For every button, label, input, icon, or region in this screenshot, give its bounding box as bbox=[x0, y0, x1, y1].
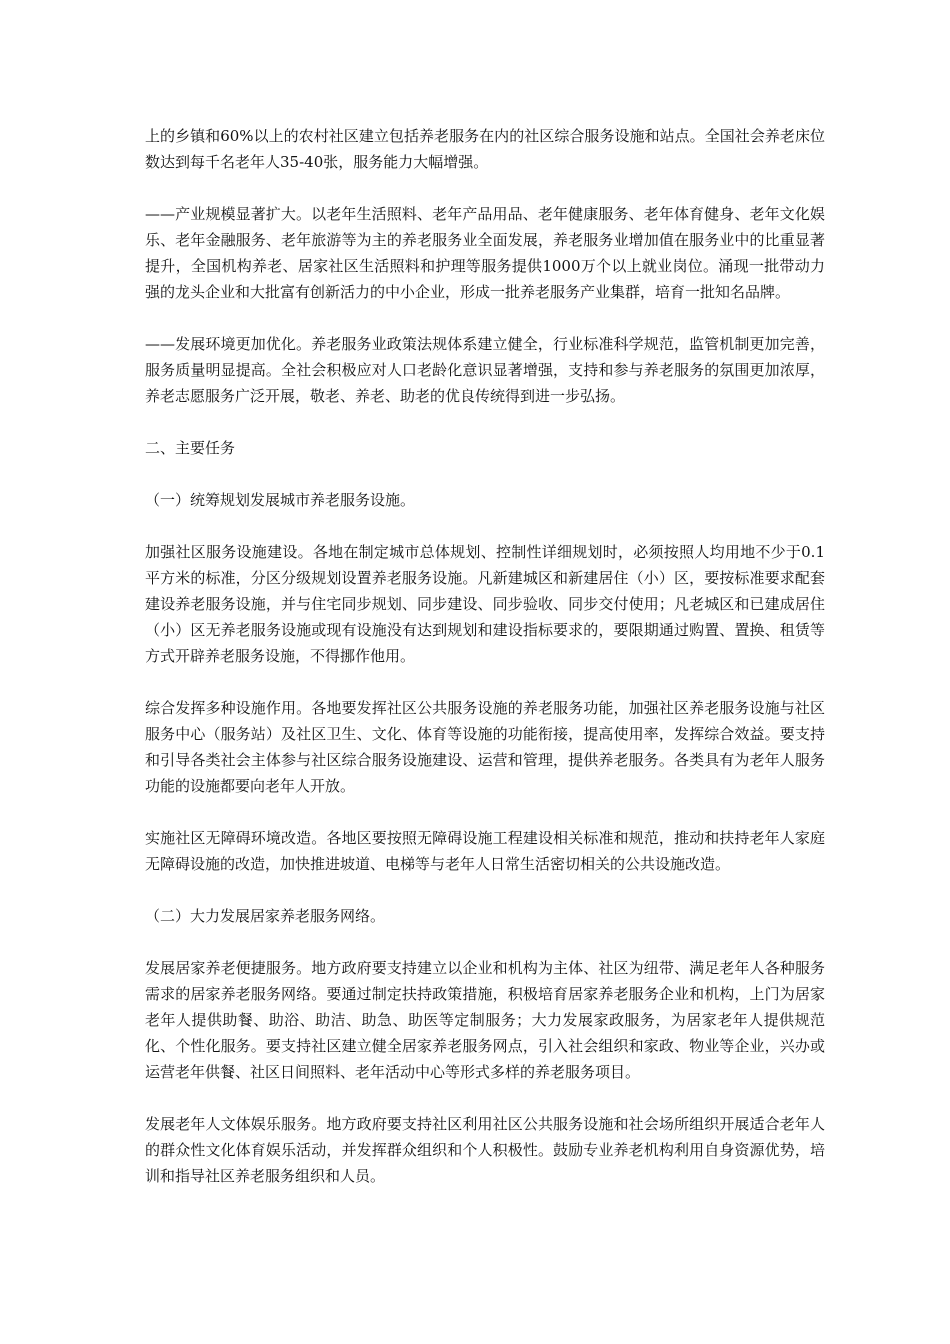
paragraph-industry-scale: ——产业规模显著扩大。以老年生活照料、老年产品用品、老年健康服务、老年体育健身、老年文化娱乐、老年金融服务、老年旅游等为主的养老服务业全面发展，养老服务业增加值在服务业中的比重显著提升，全国机构养老、居家社区生活照料和护理等服务提供1000万个以上就业岗位。涌现一批带动力强的龙头企业和大批富有创新活力的中小企业，形成一批养老服务产业集群，培育一批知名品牌。 bbox=[145, 205, 825, 301]
subsection-heading-home-care-network: （二）大力发展居家养老服务网络。 bbox=[145, 907, 386, 925]
paragraph-barrier-free: 实施社区无障碍环境改造。各地区要按照无障碍设施工程建设相关标准和规范，推动和扶持老年人家庭无障碍设施的改造，加快推进坡道、电梯等与老年人日常生活密切相关的公共设施改造。 bbox=[145, 829, 825, 873]
section-heading-main-tasks: 二、主要任务 bbox=[145, 439, 236, 457]
paragraph-bed-capacity: 上的乡镇和60%以上的农村社区建立包括养老服务在内的社区综合服务设施和站点。全国社会养老床位数达到每千名老年人35-40张，服务能力大幅增强。 bbox=[145, 127, 825, 171]
paragraph-environment: ——发展环境更加优化。养老服务业政策法规体系建立健全，行业标准科学规范，监管机制更加完善，服务质量明显提高。全社会积极应对人口老龄化意识显著增强，支持和参与养老服务的氛围更加浓厚，养老志愿服务广泛开展，敬老、养老、助老的优良传统得到进一步弘扬。 bbox=[145, 335, 825, 405]
paragraph-home-care-services: 发展居家养老便捷服务。地方政府要支持建立以企业和机构为主体、社区为纽带、满足老年人各种服务需求的居家养老服务网络。要通过制定扶持政策措施，积极培育居家养老服务企业和机构，上门为居家老年人提供助餐、助浴、助洁、助急、助医等定制服务；大力发展家政服务，为居家老年人提供规范化、个性化服务。要支持社区建立健全居家养老服务网点，引入社会组织和家政、物业等企业，兴办或运营老年供餐、社区日间照料、老年活动中心等形式多样的养老服务项目。 bbox=[145, 959, 825, 1081]
subsection-heading-urban-facilities: （一）统筹规划发展城市养老服务设施。 bbox=[145, 491, 416, 509]
paragraph-cultural-services: 发展老年人文体娱乐服务。地方政府要支持社区利用社区公共服务设施和社会场所组织开展适合老年人的群众性文化体育娱乐活动，并发挥群众组织和个人积极性。鼓励专业养老机构利用自身资源优势，培训和指导社区养老服务组织和人员。 bbox=[145, 1115, 825, 1185]
document-body bbox=[145, 123, 825, 1215]
paragraph-community-facilities: 加强社区服务设施建设。各地在制定城市总体规划、控制性详细规划时，必须按照人均用地不少于0.1平方米的标准，分区分级规划设置养老服务设施。凡新建城区和新建居住（小）区，要按标准要求配套建设养老服务设施，并与住宅同步规划、同步建设、同步验收、同步交付使用；凡老城区和已建成居住（小）区无养老服务设施或现有设施没有达到规划和建设指标要求的，要限期通过购置、置换、租赁等方式开辟养老服务设施，不得挪作他用。 bbox=[145, 543, 825, 665]
paragraph-multi-facilities: 综合发挥多种设施作用。各地要发挥社区公共服务设施的养老服务功能，加强社区养老服务设施与社区服务中心（服务站）及社区卫生、文化、体育等设施的功能衔接，提高使用率，发挥综合效益。要支持和引导各类社会主体参与社区综合服务设施建设、运营和管理，提供养老服务。各类具有为老年人服务功能的设施都要向老年人开放。 bbox=[145, 699, 825, 795]
